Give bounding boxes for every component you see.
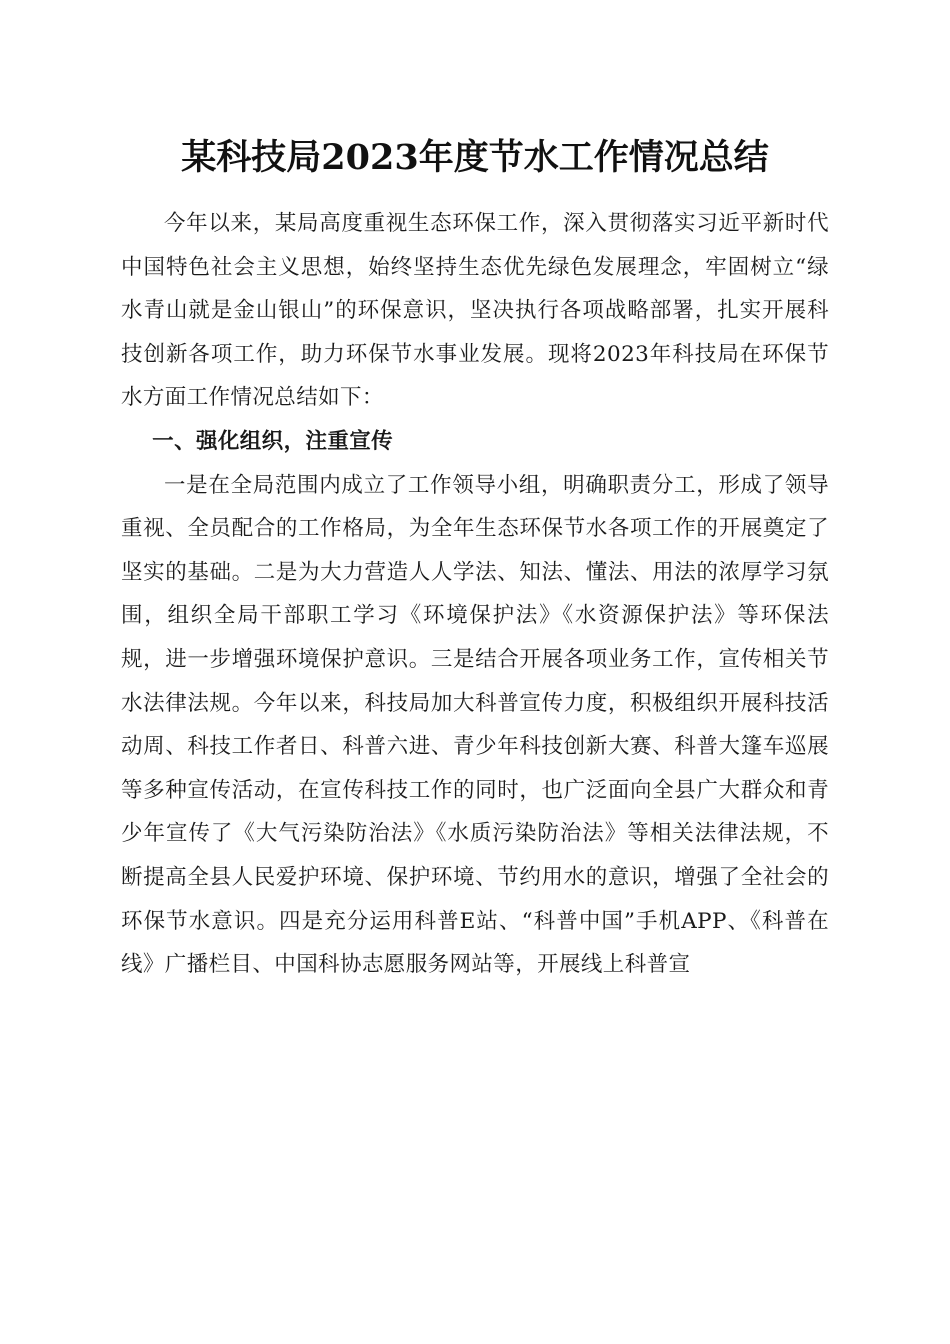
section-1-paragraph: 一是在全局范围内成立了工作领导小组，明确职责分工，形成了领导重视、全员配合的工作格局，为全年生态环保节水各项工作的开展奠定了坚实的基础。二是为大力营造人人学法、知法、懂法、用法的浓厚学习氛围，组织全局干部职工学习《环境保护法》《水资源保护法》等环保法规，进一步增强环境保护意识。三是结合开展各项业务工作，宣传相关节水法律法规。今年以来，科技局加大科普宣传力度，积极组织开展科技活动周、科技工作者日、科普六进、青少年科技创新大赛、科普大篷车巡展等多种宣传活动，在宣传科技工作的同时，也广泛面向全县广大群众和青少年宣传了《大气污染防治法》《水质污染防治法》等相关法律法规，不断提高全县人民爱护环境、保护环境、节约用水的意识，增强了全社会的环保节水意识。四是充分运用科普E站、“科普中国”手机APP、《科普在线》广播栏目、中国科协志愿服务网站等，开展线上科普宣	[121, 472, 829, 978]
document-title: 某科技局2023年度节水工作情况总结	[181, 137, 769, 178]
section-heading-1: 一、强化组织，注重宣传	[152, 428, 394, 454]
document-body	[121, 202, 829, 987]
intro-paragraph: 今年以来，某局高度重视生态环保工作，深入贯彻落实习近平新时代中国特色社会主义思想，始终坚持生态优先绿色发展理念，牢固树立“绿水青山就是金山银山”的环保意识，坚决执行各项战略部署，扎实开展科技创新各项工作，助力环保节水事业发展。现将2023年科技局在环保节水方面工作情况总结如下：	[121, 211, 829, 411]
